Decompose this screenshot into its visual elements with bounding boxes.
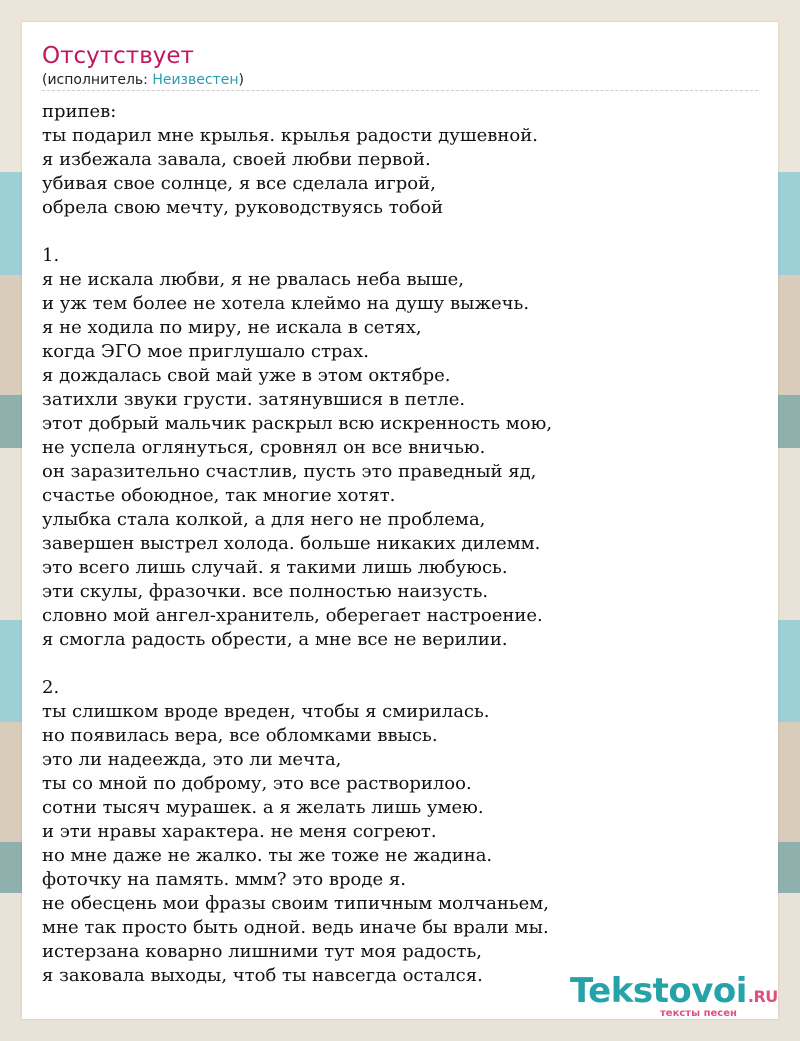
lyric-line: не успела оглянуться, сровнял он все вничью. — [42, 437, 486, 458]
lyric-line: и эти нравы характера. не меня согреют. — [42, 821, 437, 842]
lyric-line: обрела свою мечту, руководствуясь тобой — [42, 197, 444, 218]
lyric-line: я не ходила по миру, не искала в сетях, — [42, 317, 422, 338]
lyrics-text — [42, 100, 758, 988]
lyric-line: убивая свое солнце, я все сделала игрой, — [42, 173, 436, 194]
lyric-line: эти скулы, фразочки. все полностью наизусть. — [42, 581, 489, 602]
lyric-line: завершен выстрел холода. больше никаких дилемм. — [42, 533, 541, 554]
lyric-line: мне так просто быть одной. ведь иначе бы врали мы. — [42, 917, 549, 938]
lyric-line: ты со мной по доброму, это все растворилоо. — [42, 773, 472, 794]
lyric-line: он заразительно счастлив, пусть это праведный яд, — [42, 461, 537, 482]
lyric-line: 2. — [42, 677, 60, 698]
logo-tagline: тексты песен — [660, 1008, 737, 1019]
lyric-line: это всего лишь случай. я такими лишь любуюсь. — [42, 557, 508, 578]
lyrics-card — [22, 22, 778, 1019]
lyric-line: я заковала выходы, чтоб ты навсегда остался. — [42, 965, 483, 986]
lyric-line: 1. — [42, 245, 60, 266]
song-title: Отсутствует — [42, 43, 194, 69]
lyric-line: я дождалась свой май уже в этом октябре. — [42, 365, 451, 386]
lyric-line: я избежала завала, своей любви первой. — [42, 149, 431, 170]
stanza-gap — [42, 220, 758, 244]
lyric-line: затихли звуки грусти. затянувшися в петле. — [42, 389, 466, 410]
lyric-line: этот добрый мальчик раскрыл всю искренность мою, — [42, 413, 553, 434]
lyric-line: я не искала любви, я не рвалась неба выше, — [42, 269, 465, 290]
lyric-line: но появилась вера, все обломками ввысь. — [42, 725, 438, 746]
artist-line — [42, 71, 244, 89]
lyric-line: ты слишком вроде вреден, чтобы я смирилась. — [42, 701, 490, 722]
lyric-line: сотни тысяч мурашек. а я желать лишь умею. — [42, 797, 484, 818]
title-divider — [42, 90, 758, 91]
lyric-line: фоточку на память. ммм? это вроде я. — [42, 869, 406, 890]
logo-name: Tekstovoi — [570, 971, 747, 1011]
stanza-gap — [42, 652, 758, 676]
lyric-line: но мне даже не жалко. ты же тоже не жадина. — [42, 845, 493, 866]
artist-prefix: (исполнитель: — [42, 72, 153, 88]
lyric-line: не обесцень мои фразы своим типичным молчаньем, — [42, 893, 550, 914]
site-logo[interactable] — [570, 971, 780, 1019]
lyric-line: улыбка стала колкой, а для него не проблема, — [42, 509, 486, 530]
lyric-line: припев: — [42, 101, 117, 122]
artist-suffix: ) — [238, 72, 244, 88]
lyric-line: счастье обоюдное, так многие хотят. — [42, 485, 396, 506]
lyric-line: словно мой ангел-хранитель, оберегает настроение. — [42, 605, 543, 626]
lyric-line: ты подарил мне крылья. крылья радости душевной. — [42, 125, 538, 146]
lyric-line: когда ЭГО мое приглушало страх. — [42, 341, 370, 362]
logo-tld: .RU — [747, 987, 778, 1006]
lyric-line: это ли надеежда, это ли мечта, — [42, 749, 342, 770]
lyric-line: и уж тем более не хотела клеймо на душу выжечь. — [42, 293, 530, 314]
lyric-line: истерзана коварно лишними тут моя радость, — [42, 941, 482, 962]
lyric-line: я смогла радость обрести, а мне все не верилии. — [42, 629, 508, 650]
artist-link[interactable]: Неизвестен — [152, 72, 239, 88]
